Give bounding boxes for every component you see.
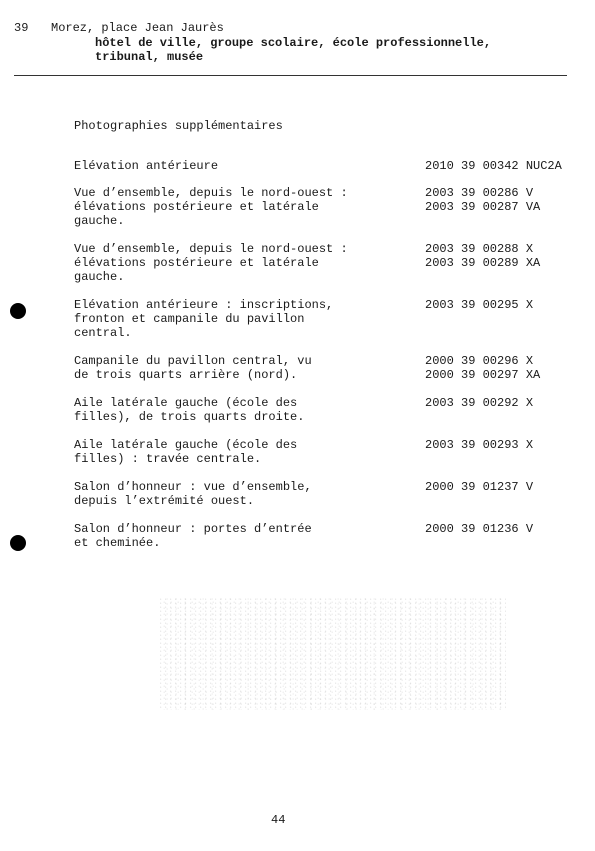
photo-description [74,354,404,382]
photo-description [74,298,404,340]
punch-hole [10,303,26,319]
photo-references [425,242,595,270]
description-line: gauche. [74,270,125,284]
description-line: filles), de trois quarts droite. [74,410,305,424]
photo-references [425,159,595,173]
photo-reference-number: 2003 39 00289 XA [425,256,541,270]
photo-references [425,298,595,312]
punch-hole [10,535,26,551]
building-subtitle [95,36,491,64]
photo-references [425,396,595,410]
photo-reference-number: 2010 39 00342 NUC2A [425,159,562,173]
photo-references [425,480,595,494]
description-line: Aile latérale gauche (école des [74,438,298,452]
description-line: Vue d’ensemble, depuis le nord-ouest : [74,186,348,200]
photo-references [425,186,595,214]
photo-description [74,242,404,284]
photo-reference-number: 2003 39 00286 V [425,186,534,200]
description-line: Salon d’honneur : portes d’entrée [74,522,312,536]
description-line: Elévation antérieure [74,159,219,173]
photo-description [74,396,404,424]
photo-reference-number: 2003 39 00292 X [425,396,534,410]
description-line: gauche. [74,214,125,228]
description-line: élévations postérieure et latérale [74,256,319,270]
description-line: Elévation antérieure : inscriptions, [74,298,334,312]
description-line: Aile latérale gauche (école des [74,396,298,410]
photo-reference-number: 2003 39 00295 X [425,298,534,312]
photo-description [74,480,404,508]
description-line: de trois quarts arrière (nord). [74,368,298,382]
photo-description [74,438,404,466]
description-line: Salon d’honneur : vue d’ensemble, [74,480,312,494]
photo-reference-number: 2000 39 00296 X [425,354,534,368]
photo-reference-number: 2000 39 01237 V [425,480,534,494]
description-line: élévations postérieure et latérale [74,200,319,214]
description-line: Campanile du pavillon central, vu [74,354,312,368]
description-line: depuis l’extrémité ouest. [74,494,255,508]
description-line: central. [74,326,132,340]
page-number: 44 [271,813,286,827]
photo-reference-number: 2003 39 00287 VA [425,200,541,214]
header-divider [14,75,567,76]
description-line: Vue d’ensemble, depuis le nord-ouest : [74,242,348,256]
description-line: et cheminée. [74,536,161,550]
subtitle-line: hôtel de ville, groupe scolaire, école professionnelle, [95,36,492,50]
photo-reference-number: 2003 39 00288 X [425,242,534,256]
photo-reference-number: 2000 39 00297 XA [425,368,541,382]
photo-description [74,159,404,173]
place-title: Morez, place Jean Jaurès [51,21,224,35]
photo-description [74,186,404,228]
photo-reference-number: 2003 39 00293 X [425,438,534,452]
photo-references [425,522,595,536]
scan-noise [160,598,506,710]
photo-reference-number: 2000 39 01236 V [425,522,534,536]
photo-description [74,522,404,550]
subtitle-line: tribunal, musée [95,50,204,64]
description-line: filles) : travée centrale. [74,452,262,466]
department-number: 39 [14,21,29,35]
photo-references [425,438,595,452]
description-line: fronton et campanile du pavillon [74,312,305,326]
section-title: Photographies supplémentaires [74,119,283,133]
photo-references [425,354,595,382]
